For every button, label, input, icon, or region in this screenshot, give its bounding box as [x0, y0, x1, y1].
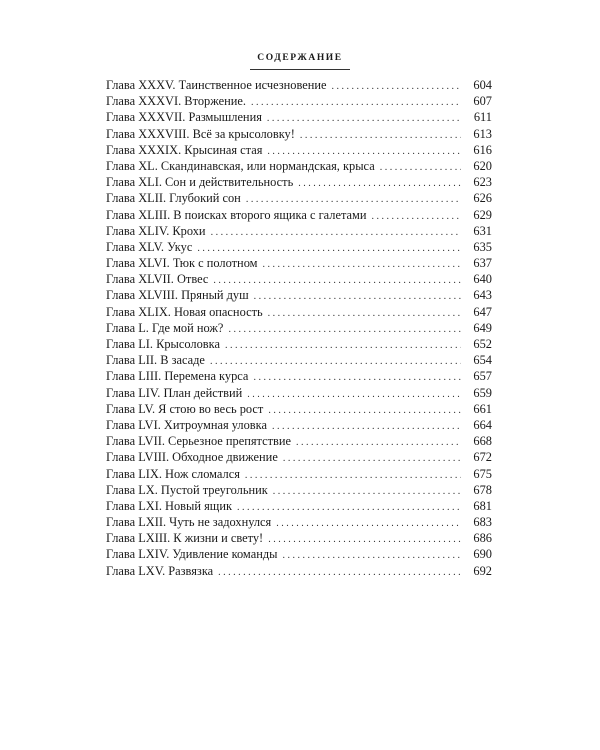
chapter-title: Глава LIX. Нож сломался [106, 466, 240, 481]
dot-leader [253, 370, 461, 386]
page-number: 664 [473, 417, 492, 432]
dot-leader [218, 565, 461, 581]
dot-leader [298, 176, 461, 192]
page-number: 690 [473, 547, 492, 562]
toc-entry [106, 336, 492, 352]
dot-leader [282, 548, 461, 564]
toc-entry [106, 563, 492, 579]
chapter-title: Глава LXV. Развязка [106, 563, 214, 578]
dot-leader [228, 322, 461, 338]
toc-entry [106, 546, 492, 562]
chapter-title: Глава LIV. План действий [106, 385, 243, 400]
chapter-title: Глава XLIV. Крохи [106, 223, 206, 238]
dot-leader [332, 79, 461, 95]
page-number: 623 [473, 175, 492, 190]
page-number: 635 [473, 239, 492, 254]
page-number: 686 [473, 531, 492, 546]
dot-leader [267, 111, 461, 127]
page-number: 681 [473, 498, 492, 513]
chapter-title: Глава XLI. Сон и действительность [106, 175, 294, 190]
dot-leader [213, 273, 461, 289]
chapter-title: Глава XLVI. Тюк с полотном [106, 256, 258, 271]
page-number: 659 [473, 385, 492, 400]
toc-entry [106, 368, 492, 384]
toc-entry [106, 514, 492, 530]
toc-entry [106, 109, 492, 125]
toc-entry [106, 174, 492, 190]
toc-entry [106, 158, 492, 174]
toc-entry [106, 142, 492, 158]
running-header [0, 47, 600, 70]
dot-leader [225, 338, 461, 354]
dot-leader [380, 160, 461, 176]
chapter-title: Глава LXIV. Удивление команды [106, 547, 278, 562]
chapter-title: Глава LXIII. К жизни и свету! [106, 531, 264, 546]
page-number: 654 [473, 353, 492, 368]
dot-leader [247, 387, 461, 403]
page-number: 675 [473, 466, 492, 481]
chapter-title: Глава XLII. Глубокий сон [106, 191, 241, 206]
page-number: 611 [473, 110, 492, 125]
toc-entry [106, 498, 492, 514]
dot-leader [245, 468, 461, 484]
page-number: 683 [473, 515, 492, 530]
chapter-title: Глава LIII. Перемена курса [106, 369, 249, 384]
toc-entry [106, 352, 492, 368]
chapter-title: Глава LVIII. Обходное движение [106, 450, 278, 465]
page-number: 647 [473, 304, 492, 319]
toc-entry [106, 385, 492, 401]
chapter-title: Глава LVI. Хитроумная уловка [106, 417, 267, 432]
dot-leader [276, 516, 461, 532]
dot-leader [211, 225, 461, 241]
toc-entry [106, 530, 492, 546]
dot-leader [251, 95, 461, 111]
dot-leader [272, 419, 461, 435]
chapter-title: Глава LVII. Серьезное препятствие [106, 434, 292, 449]
page-number: 649 [473, 320, 492, 335]
toc-entry [106, 320, 492, 336]
chapter-title: Глава XXXVII. Размышления [106, 110, 262, 125]
page-number: 661 [473, 401, 492, 416]
toc-entry [106, 126, 492, 142]
page-number: 678 [473, 482, 492, 497]
toc-entry [106, 433, 492, 449]
page-number: 692 [473, 563, 492, 578]
chapter-title: Глава XLIX. Новая опасность [106, 304, 263, 319]
page-number: 604 [473, 78, 492, 92]
dot-leader [300, 128, 461, 144]
chapter-title: Глава XL. Скандинавская, или нормандская, крыса [106, 158, 375, 173]
chapter-title: Глава XXXV. Таинственное исчезновение [106, 78, 327, 92]
chapter-title: Глава LII. В засаде [106, 353, 205, 368]
toc-entry [106, 287, 492, 303]
chapter-title: Глава LX. Пустой треугольник [106, 482, 268, 497]
page-number: 643 [473, 288, 492, 303]
chapter-title: Глава XXXVIII. Всё за крысоловку! [106, 126, 295, 141]
chapter-title: Глава XXXIX. Крысиная стая [106, 142, 263, 157]
toc-entry [106, 271, 492, 287]
dot-leader [372, 209, 462, 225]
page-number: 629 [473, 207, 492, 222]
page-number: 637 [473, 256, 492, 271]
dot-leader [283, 451, 461, 467]
toc-entry [106, 466, 492, 482]
header-rule [250, 69, 350, 70]
toc-entry [106, 449, 492, 465]
toc-entry [106, 207, 492, 223]
page-number: 613 [473, 126, 492, 141]
dot-leader [254, 289, 461, 305]
page-number: 668 [473, 434, 492, 449]
toc-entry [106, 417, 492, 433]
toc-entry [106, 223, 492, 239]
chapter-title: Глава XLVIII. Пряный душ [106, 288, 249, 303]
page-number: 657 [473, 369, 492, 384]
page-number: 631 [473, 223, 492, 238]
chapter-title: Глава LI. Крысоловка [106, 337, 220, 351]
page-number: 616 [473, 142, 492, 157]
chapter-title: Глава LXI. Новый ящик [106, 498, 232, 513]
chapter-title: Глава LXII. Чуть не задохнулся [106, 515, 272, 530]
dot-leader [268, 306, 461, 322]
page-number: 640 [473, 272, 492, 287]
chapter-title: Глава LV. Я стою во весь рост [106, 401, 264, 416]
toc-entry [106, 304, 492, 320]
dot-leader [268, 532, 461, 548]
page-number: 672 [473, 450, 492, 465]
toc-entry [106, 482, 492, 498]
dot-leader [263, 257, 462, 273]
dot-leader [296, 435, 461, 451]
chapter-title: Глава XLIII. В поисках второго ящика с галетами [106, 207, 367, 222]
chapter-title: Глава L. Где мой нож? [106, 320, 224, 335]
toc-entry [106, 190, 492, 206]
page-number: 620 [473, 158, 492, 173]
dot-leader [268, 403, 461, 419]
chapter-title: Глава XLV. Укус [106, 239, 193, 254]
toc-entry [106, 239, 492, 255]
page-number: 652 [473, 337, 492, 351]
chapter-title: Глава XXXVI. Вторжение. [106, 94, 246, 109]
toc-entry [106, 77, 492, 93]
chapter-title: Глава XLVII. Отвес [106, 272, 209, 287]
page-number: 607 [473, 94, 492, 109]
toc-entry [106, 93, 492, 109]
table-of-contents [106, 77, 492, 579]
page-title: СОДЕРЖАНИЕ [257, 53, 343, 63]
dot-leader [273, 484, 461, 500]
toc-entry [106, 401, 492, 417]
page-number: 626 [473, 191, 492, 206]
toc-entry [106, 255, 492, 271]
